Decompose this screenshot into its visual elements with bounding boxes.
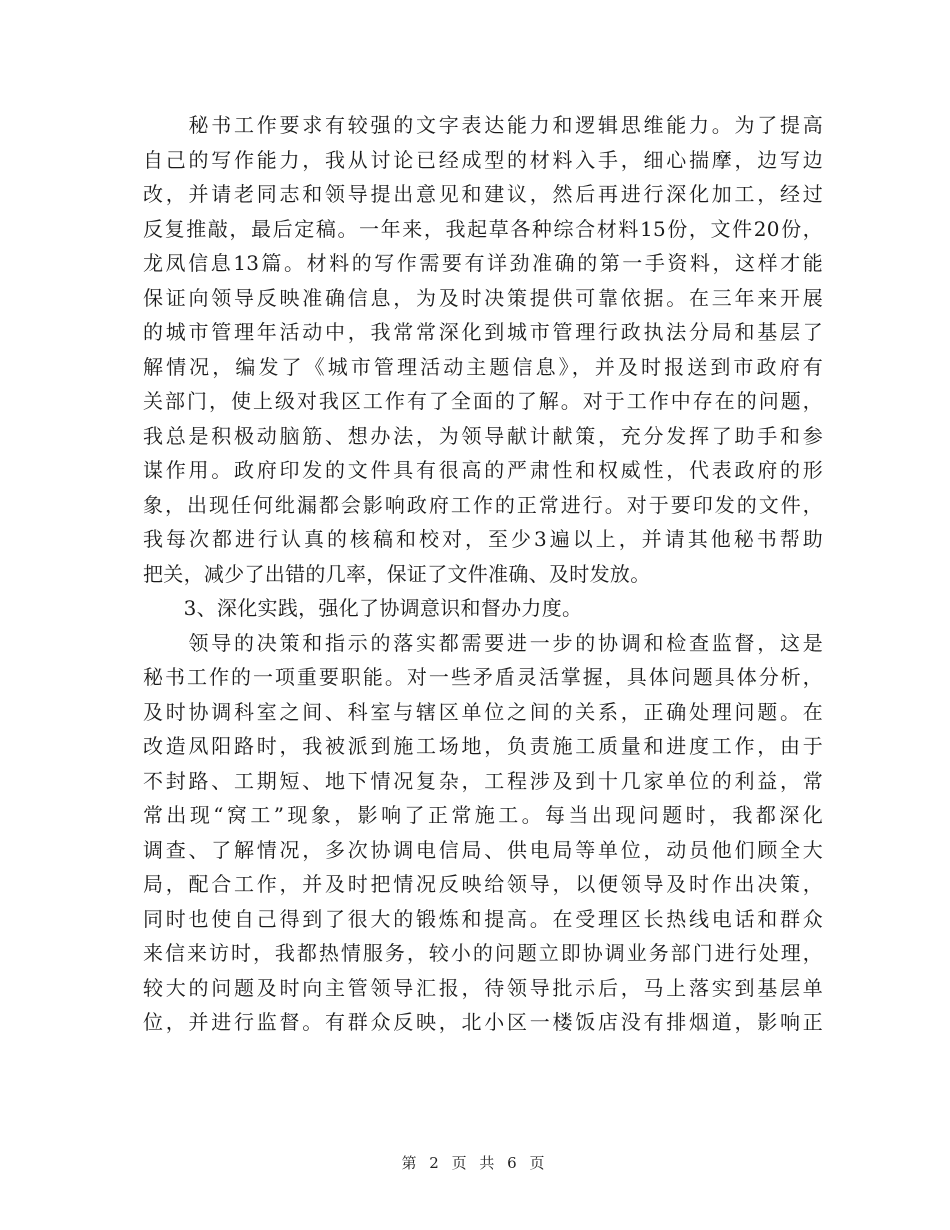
text-line: 3、深化实践，强化了协调意识和督办力度。 <box>143 596 583 620</box>
text-line: 的城市管理年活动中，我常常深化到城市管理行政执法分局和基层了 <box>143 320 823 344</box>
page-number-footer: 第 2 页 共 6 页 <box>401 1154 549 1172</box>
text-line: 龙凤信息13篇。材料的写作需要有详劲准确的第一手资料，这样才能 <box>143 251 823 275</box>
text-line: 局，配合工作，并及时把情况反映给领导，以便领导及时作出决策， <box>143 872 823 896</box>
text-line: 常出现“窝工”现象，影响了正常施工。每当出现问题时，我都深化 <box>143 803 823 827</box>
text-line: 自己的写作能力，我从讨论已经成型的材料入手，细心揣摩，边写边 <box>143 147 823 172</box>
text-line: 解情况，编发了《城市管理活动主题信息》，并及时报送到市政府有 <box>143 354 823 379</box>
text-line: 象，出现任何纰漏都会影响政府工作的正常进行。对于要印发的文件， <box>143 492 823 517</box>
text-line: 谋作用。政府印发的文件具有很高的严肃性和权威性，代表政府的形 <box>143 458 823 482</box>
text-line: 领导的决策和指示的落实都需要进一步的协调和检查监督，这是 <box>143 630 823 655</box>
body-text <box>143 108 823 1040</box>
text-line: 改，并请老同志和领导提出意见和建议，然后再进行深化加工，经过 <box>143 182 823 206</box>
text-line: 较大的问题及时向主管领导汇报，待领导批示后，马上落实到基层单 <box>143 975 823 1000</box>
text-line: 调查、了解情况，多次协调电信局、供电局等单位，动员他们顾全大 <box>143 837 823 862</box>
text-line: 不封路、工期短、地下情况复杂，工程涉及到十几家单位的利益，常 <box>143 768 823 793</box>
text-line: 及时协调科室之间、科室与辖区单位之间的关系，正确处理问题。在 <box>143 699 823 724</box>
text-line: 我每次都进行认真的核稿和校对，至少3遍以上，并请其他秘书帮助 <box>143 527 823 551</box>
text-line: 把关，减少了出错的几率，保证了文件准确、及时发放。 <box>143 561 651 586</box>
text-line: 改造凤阳路时，我被派到施工场地，负责施工质量和进度工作，由于 <box>143 734 823 758</box>
text-line: 秘书工作的一项重要职能。对一些矛盾灵活掌握，具体问题具体分析， <box>143 665 823 689</box>
text-line: 反复推敲，最后定稿。一年来，我起草各种综合材料15份，文件20份， <box>143 216 823 241</box>
text-line: 我总是积极动脑筋、想办法，为领导献计献策，充分发挥了助手和参 <box>143 423 823 448</box>
text-line: 来信来访时，我都热情服务，较小的问题立即协调业务部门进行处理， <box>143 941 823 965</box>
text-line: 保证向领导反映准确信息，为及时决策提供可靠依据。在三年来开展 <box>143 285 823 310</box>
text-line: 秘书工作要求有较强的文字表达能力和逻辑思维能力。为了提高 <box>143 113 823 137</box>
text-line: 同时也使自己得到了很大的锻炼和提高。在受理区长热线电话和群众 <box>143 906 823 931</box>
text-line: 关部门，使上级对我区工作有了全面的了解。对于工作中存在的问题， <box>143 389 823 413</box>
text-line: 位，并进行监督。有群众反映，北小区一楼饭店没有排烟道，影响正 <box>143 1010 823 1034</box>
